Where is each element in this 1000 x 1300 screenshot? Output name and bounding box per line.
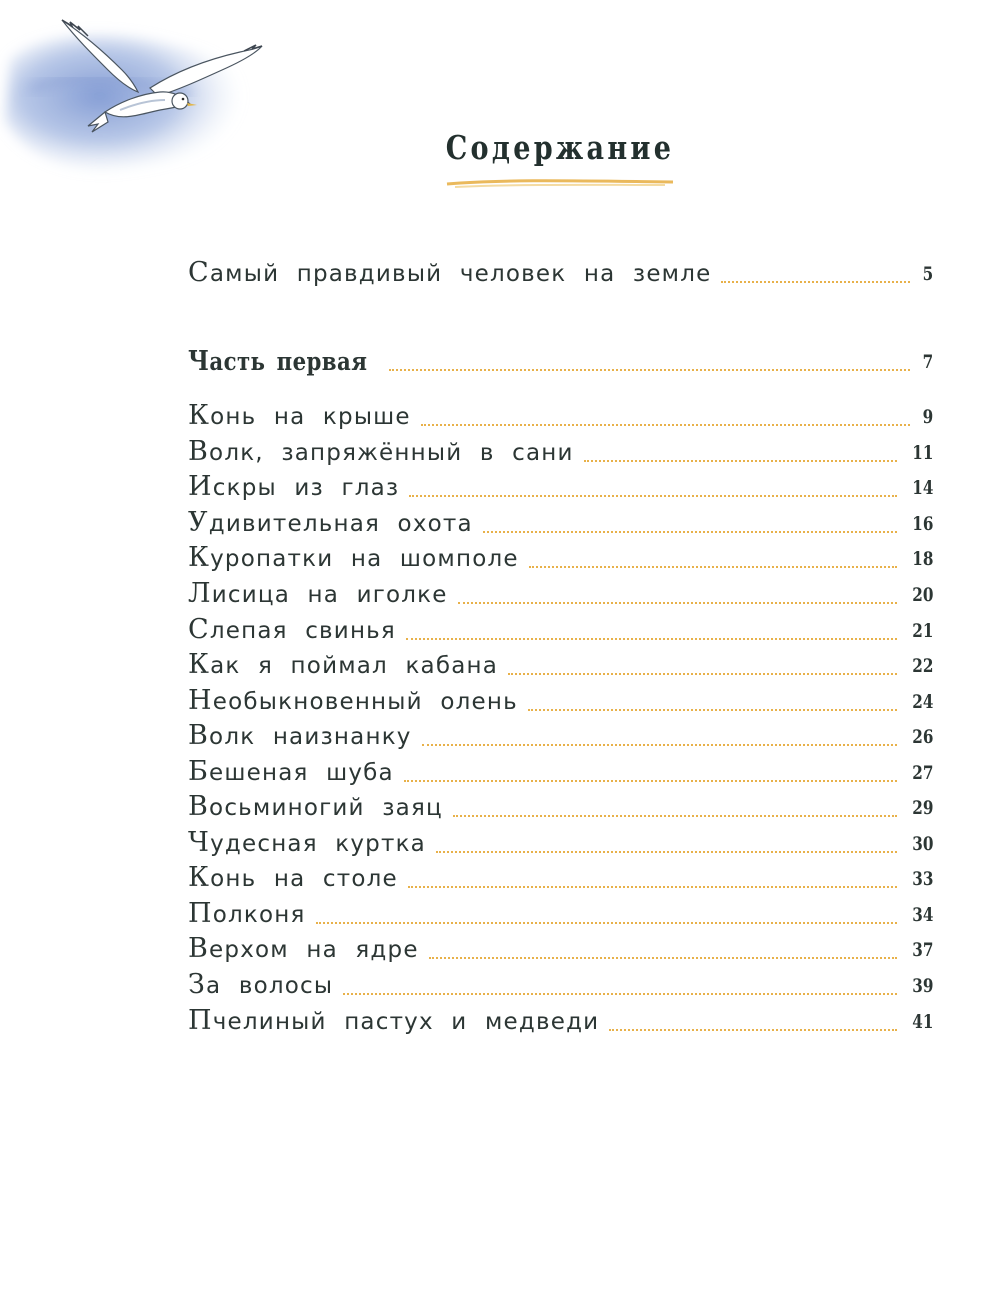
toc-entry-title: Как я поймал кабана <box>188 649 499 680</box>
toc-entry-page: 16 <box>911 513 933 535</box>
toc-entry[interactable] <box>188 471 933 501</box>
leader-dots <box>528 709 897 711</box>
toc-entry-title: Конь на столе <box>188 862 398 893</box>
toc-entry-intro[interactable] <box>188 257 933 287</box>
toc-entry-title: Бешеная шуба <box>188 756 394 787</box>
leader-dots <box>483 531 897 533</box>
toc-entry-title: За волосы <box>188 969 334 1000</box>
leader-dots <box>421 424 910 426</box>
toc-entry-page: 39 <box>911 975 933 997</box>
toc-entry[interactable] <box>188 720 933 750</box>
toc-entry-page: 20 <box>911 584 933 606</box>
toc-entry-page: 34 <box>911 904 933 926</box>
toc-entry-page: 5 <box>922 263 933 285</box>
toc-entry[interactable] <box>188 614 933 644</box>
toc-entry-page: 37 <box>911 939 933 961</box>
toc-entry[interactable] <box>188 827 933 857</box>
toc-entry-page: 41 <box>911 1011 933 1033</box>
toc-entry-title: Самый правдивый человек на земле <box>188 257 712 288</box>
toc-entry[interactable] <box>188 542 933 572</box>
toc-entry[interactable] <box>188 507 933 537</box>
toc-entry-title: Необыкновенный олень <box>188 685 518 716</box>
toc-entry-title: Волк наизнанку <box>188 720 412 751</box>
toc-entry[interactable] <box>188 791 933 821</box>
toc-entry-title: Чудесная куртка <box>188 827 426 858</box>
toc-entry-title: Удивительная охота <box>188 507 473 538</box>
leader-dots <box>529 566 897 568</box>
toc-entry-title: Слепая свинья <box>188 614 396 645</box>
toc-entry-page: 30 <box>911 833 933 855</box>
toc-entry-title: Искры из глаз <box>188 471 400 502</box>
leader-dots <box>389 369 910 371</box>
toc-entry-page: 24 <box>911 691 933 713</box>
toc-entry-page: 18 <box>911 548 933 570</box>
leader-dots <box>458 602 897 604</box>
leader-dots <box>422 744 897 746</box>
toc-entry-title: Конь на крыше <box>188 400 411 431</box>
toc-entry[interactable] <box>188 1005 933 1035</box>
toc-entry[interactable] <box>188 933 933 963</box>
toc-entry[interactable] <box>188 436 933 466</box>
toc-entry-page: 27 <box>911 762 933 784</box>
toc-entry-title: Волк, запряжённый в сани <box>188 436 574 467</box>
page-title: Содержание <box>445 128 675 167</box>
leader-dots <box>436 851 897 853</box>
leader-dots <box>721 281 909 283</box>
leader-dots <box>406 638 897 640</box>
leader-dots <box>316 922 897 924</box>
toc-part-heading[interactable] <box>188 345 933 375</box>
toc-entry[interactable] <box>188 649 933 679</box>
leader-dots <box>508 673 896 675</box>
toc-entry-page: 21 <box>911 620 933 642</box>
toc-entry-title: Верхом на ядре <box>188 933 419 964</box>
toc-entry[interactable] <box>188 969 933 999</box>
toc-entry-page: 22 <box>911 655 933 677</box>
toc-entry[interactable] <box>188 685 933 715</box>
toc-part-title: Часть первая <box>188 346 368 377</box>
title-underline <box>445 176 675 190</box>
leader-dots <box>404 780 897 782</box>
toc-entry-title: Куропатки на шомполе <box>188 542 519 573</box>
toc-entry[interactable] <box>188 400 933 430</box>
toc-entry-title: Лисица на иголке <box>188 578 448 609</box>
leader-dots <box>609 1029 896 1031</box>
toc-entry-page: 11 <box>911 442 933 464</box>
toc-entry-page: 9 <box>922 406 933 428</box>
toc-entry[interactable] <box>188 756 933 786</box>
toc-entry-title: Пчелиный пастух и медведи <box>188 1005 600 1036</box>
leader-dots <box>429 957 897 959</box>
leader-dots <box>409 495 896 497</box>
toc-entry[interactable] <box>188 862 933 892</box>
leader-dots <box>343 993 896 995</box>
toc-entry-page: 7 <box>922 351 933 373</box>
toc-entry[interactable] <box>188 578 933 608</box>
toc-entry-page: 14 <box>911 477 933 499</box>
toc-entry-title: Полконя <box>188 898 306 929</box>
toc-entry-page: 29 <box>911 797 933 819</box>
leader-dots <box>584 460 897 462</box>
toc-entry[interactable] <box>188 898 933 928</box>
toc-entry-page: 33 <box>911 868 933 890</box>
leader-dots <box>453 815 897 817</box>
toc-entry-title: Восьминогий заяц <box>188 791 443 822</box>
toc-entry-page: 26 <box>911 726 933 748</box>
leader-dots <box>408 886 897 888</box>
